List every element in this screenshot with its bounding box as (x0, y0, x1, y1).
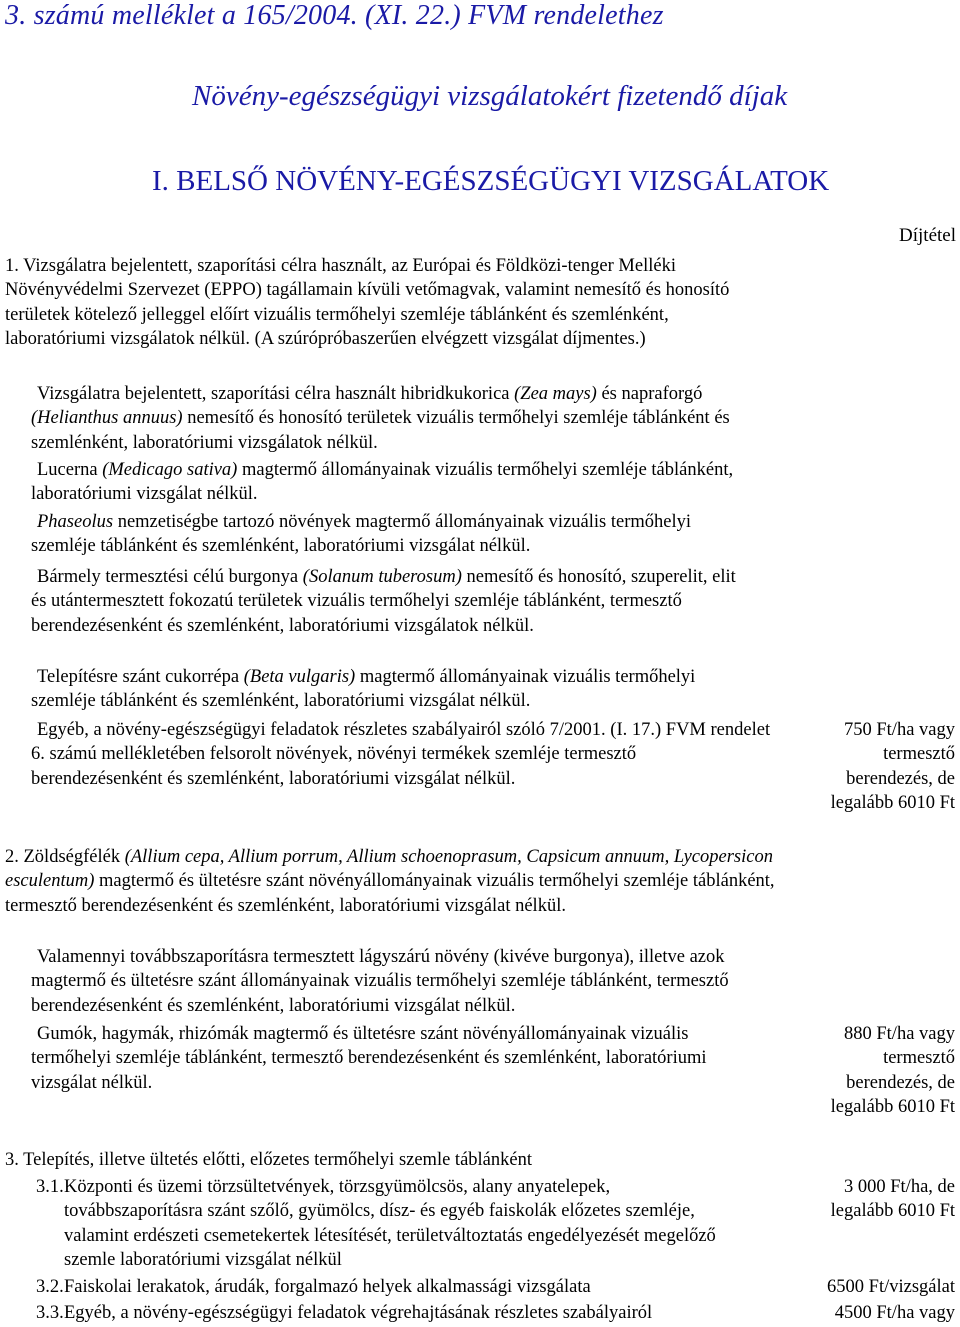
item3-heading: 3. Telepítés, illetve ültetés előtti, előzetes termőhelyi szemle táblánként (5, 1150, 532, 1170)
item1-fee (831, 718, 955, 816)
item2-paragraph-3 (31, 1022, 761, 1095)
item1-fee-line-4: legalább 6010 Ft (830, 793, 955, 814)
item1-fee-line-1: 750 Ft/ha vagy (844, 720, 955, 740)
item3-1-number: 3.1. (36, 1177, 64, 1197)
item3-1-fee-line-1: 3 000 Ft/ha, de (844, 1177, 955, 1197)
annex-reference: 3. számú melléklet a 165/2004. (XI. 22.) FVM rendelethez (5, 0, 664, 31)
item1-paragraph-6 (31, 665, 731, 714)
item2-fee (831, 1022, 955, 1120)
section-title: I. BELSŐ NÖVÉNY-EGÉSZSÉGÜGYI VIZSGÁLATOK (152, 165, 830, 197)
item1-paragraph-1 (5, 254, 757, 352)
item1-paragraph-3 (31, 458, 751, 507)
item1-p3-text-c: magtermő állományainak vizuális termőhelyi szemléje táblánként, laboratóriumi vizsgálat nélkül. (31, 460, 734, 505)
item3-3-text: Egyéb, a növény-egészségügyi feladatok végrehajtásának részletes szabályairól (64, 1303, 653, 1323)
item1-p3-latin: (Medicago sativa) (102, 460, 238, 480)
item1-p5-text-a: Bármely termesztési célú burgonya (37, 567, 303, 587)
item1-fee-line-2: termesztő (883, 744, 955, 765)
item3-2-number: 3.2. (36, 1277, 64, 1297)
item1-p6-text-c: magtermő állományainak vizuális termőhelyi szemléje táblánként és szemlénként, laboratóriumi vizsgálat nélkül. (31, 667, 696, 712)
item1-p6-latin: (Beta vulgaris) (243, 667, 356, 687)
item3-2-fee: 6500 Ft/vizsgálat (827, 1277, 955, 1297)
item2-p3-text: Gumók, hagymák, rhizómák magtermő és ültetésre szánt növényállományainak vizuális termőhelyi szemléje táblánként, termesztő berendezésenként és szemlénként, laboratóriumi vizsgálat nélkül. (31, 1024, 707, 1093)
document-title: Növény-egészségügyi vizsgálatokért fizetendő díjak (192, 80, 788, 112)
item1-paragraph-2 (31, 382, 751, 455)
item2-p1-text-a: 2. Zöldségfélék (5, 847, 125, 867)
item3-1-fee-line-2: legalább 6010 Ft (830, 1201, 955, 1222)
item2-fee-line-4: legalább 6010 Ft (830, 1097, 955, 1118)
item2-p1-latin: (Allium cepa, Allium porrum, Allium schoenoprasum, Capsicum annuum, Lycopersicon esculentum) (5, 847, 773, 892)
item1-paragraph-4 (31, 510, 731, 559)
item1-fee-line-3: berendezés, de (846, 768, 955, 789)
item1-p2-text-a: Vizsgálatra bejelentett, szaporítási célra használt hibridkukorica (37, 384, 515, 404)
item1-p4-latin: Phaseolus (37, 512, 114, 532)
item3-1-fee (831, 1175, 955, 1224)
item2-fee-line-1: 880 Ft/ha vagy (844, 1024, 955, 1044)
item1-paragraph-7 (31, 718, 771, 791)
item3-3-fee: 4500 Ft/ha vagy (834, 1303, 955, 1323)
item1-p2-text-c: és napraforgó (596, 384, 703, 404)
item2-p2-text: Valamennyi továbbszaporításra termesztett lágyszárú növény (kivéve burgonya), illetve azok magtermő és ültetésre szánt állományainak vizuális termőhelyi szemléje táblánként, termesztő berendezésenként és szemlénként, laboratóriumi vizsgálat nélkül. (31, 947, 729, 1016)
item1-p3-text-a: Lucerna (37, 460, 103, 480)
item3-3-number: 3.3. (36, 1303, 64, 1323)
item1-p2-latin-a: (Zea mays) (514, 384, 597, 404)
item1-p6-text-a: Telepítésre szánt cukorrépa (37, 667, 244, 687)
item1-p5-text-c: nemesítő és honosító, szuperelit, elit és utántermesztett fokozatú területek vizuális termőhelyi szemléje táblánként, termesztő berendezésenként és szemlénként, laboratóriumi vizsgálatok nélkül. (31, 567, 736, 636)
item1-p7-text: Egyéb, a növény-egészségügyi feladatok részletes szabályairól szóló 7/2001. (I. 17.) FVM rendelet 6. számú mellékletében felsorolt növények, növényi termékek szemléje termesztő berendezésenként és szemlénként, laboratóriumi vizsgálat nélkül. (31, 720, 771, 789)
fee-column-header: Díjtétel (899, 225, 956, 246)
item2-paragraph-1 (5, 845, 780, 918)
item1-p2-latin-b: (Helianthus annuus) (31, 408, 183, 429)
item3-1-text: Központi és üzemi törzsültetvények, törzsgyümölcsös, alany anyatelepek, továbbszaporításra szánt szőlő, gyümölcs, dísz- és egyéb faiskolák előzetes szemléje, valamint erdészeti csemetekertek létesítését, területváltoztatás engedélyezését megelőző szemle laboratóriumi vizsgálat nélkül (64, 1177, 716, 1271)
item2-p1-text-c: magtermő és ültetésre szánt növényállományainak vizuális termőhelyi szemléje táblánként, termesztő berendezésenként és szemlénként, laboratóriumi vizsgálat nélkül. (5, 871, 775, 916)
item1-p4-text: nemzetiségbe tartozó növények magtermő állományainak vizuális termőhelyi szemléje táblánként és szemlénként, laboratóriumi vizsgálat nélkül. (31, 512, 691, 557)
item1-paragraph-5 (31, 565, 741, 638)
item2-fee-line-3: berendezés, de (846, 1072, 955, 1093)
item3-2-text: Faiskolai lerakatok, árudák, forgalmazó helyek alkalmassági vizsgálata (64, 1277, 591, 1297)
item1-p2-text-e: nemesítő és honosító területek vizuális termőhelyi szemléje táblánként és szemlénként, laboratóriumi vizsgálatok nélkül. (31, 408, 730, 453)
item1-p1-text: 1. Vizsgálatra bejelentett, szaporítási célra használt, az Európai és Földközi-tenger Melléki Növényvédelmi Szervezet (EPPO) tagállamain kívüli vetőmagvak, valamint nemesítő és honosító területek kötelező jelleggel előírt vizuális termőhelyi szemléje táblánként és szemlénként, laboratóriumi vizsgálatok nélkül. (A szúrópróbaszerűen elvégzett vizsgálat díjmentes.) (5, 256, 730, 350)
item2-paragraph-2 (31, 945, 771, 1018)
item1-p5-latin: (Solanum tuberosum) (302, 567, 462, 587)
item2-fee-line-2: termesztő (883, 1048, 955, 1069)
